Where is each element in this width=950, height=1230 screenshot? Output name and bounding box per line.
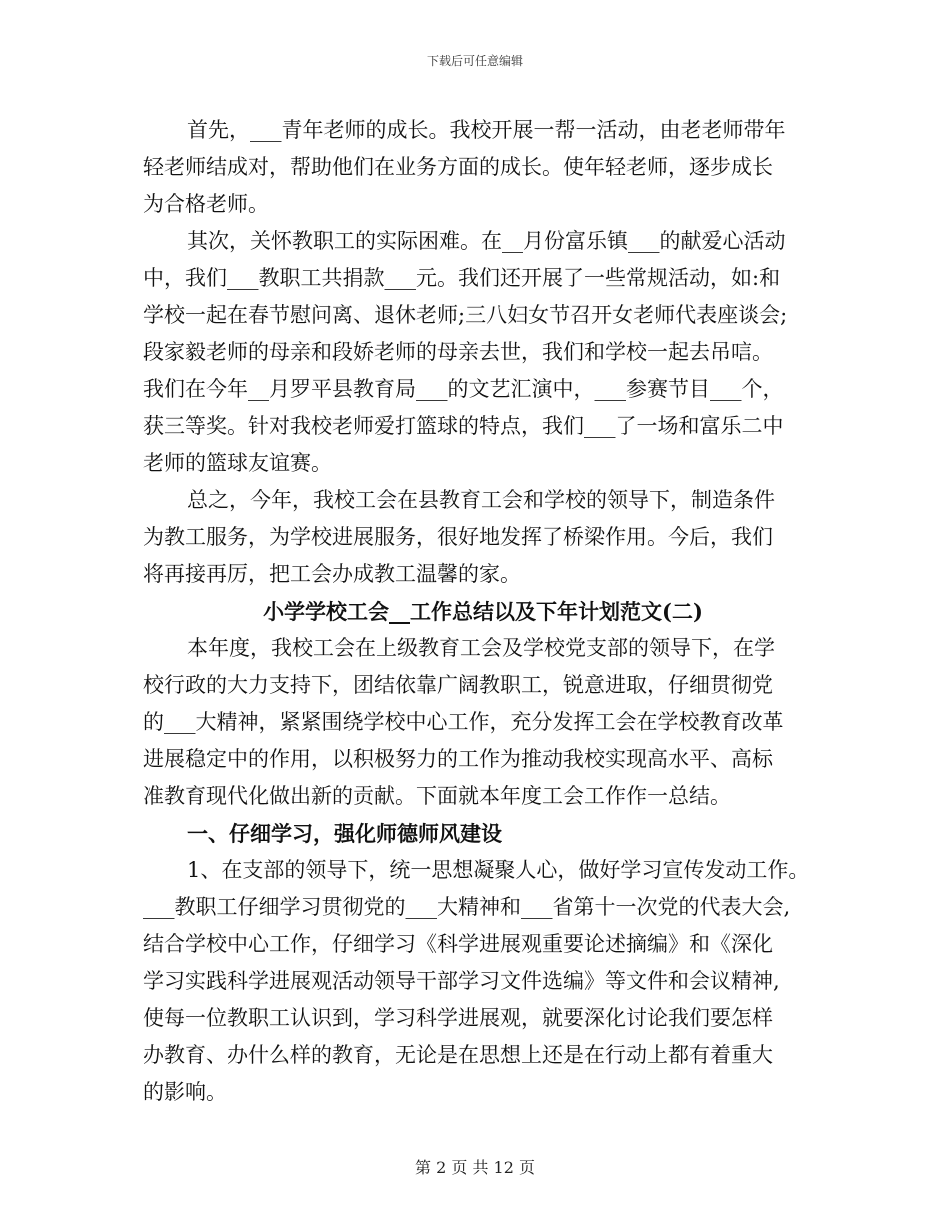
paragraph-line: 首先，___青年老师的成长。我校开展一帮一活动，由老老师带年 xyxy=(187,118,786,142)
paragraph-line: 校行政的大力支持下，团结依靠广阔教职工，锐意进取，仔细贯彻党 xyxy=(143,673,773,697)
document-body xyxy=(143,112,823,1111)
paragraph-line: 将再接再厉，把工会办成教工温馨的家。 xyxy=(143,562,521,586)
paragraph-line: 进展稳定中的作用，以积极努力的工作为推动我校实现高水平、高标 xyxy=(143,747,773,771)
paragraph-line: 我们在今年__月罗平县教育局___的文艺汇演中，___参赛节目___个， xyxy=(143,377,784,401)
document-title: 小学学校工会__工作总结以及下年计划范文(二) xyxy=(263,599,703,624)
section-heading: 一、仔细学习，强化师德师风建设 xyxy=(187,821,502,846)
paragraph-line: 老师的篮球友谊赛。 xyxy=(143,451,332,475)
page-header: 下载后可任意编辑 xyxy=(426,54,523,68)
paragraph-line: 办教育、办什么样的教育，无论是在思想上还是在行动上都有着重大 xyxy=(143,1043,773,1067)
paragraph-line: 结合学校中心工作，仔细学习《科学进展观重要论述摘编》和《深化 xyxy=(143,932,773,956)
paragraph-line: 的___大精神，紧紧围绕学校中心工作，充分发挥工会在学校教育改革 xyxy=(143,710,784,734)
paragraph-line: 本年度，我校工会在上级教育工会及学校党支部的领导下，在学 xyxy=(187,636,775,660)
paragraph-line: 使每一位教职工认识到，学习科学进展观，就要深化讨论我们要怎样 xyxy=(143,1006,773,1030)
paragraph-line: 学习实践科学进展观活动领导干部学习文件选编》等文件和会议精神, xyxy=(143,969,780,993)
paragraph-line: 段家毅老师的母亲和段娇老师的母亲去世，我们和学校一起去吊唁。 xyxy=(143,340,773,364)
paragraph-line: 为教工服务，为学校进展服务，很好地发挥了桥梁作用。今后，我们 xyxy=(143,525,773,549)
paragraph-line: 总之，今年，我校工会在县教育工会和学校的领导下，制造条件 xyxy=(187,488,775,512)
paragraph-line: 轻老师结成对，帮助他们在业务方面的成长。使年轻老师，逐步成长 xyxy=(143,155,773,179)
paragraph-line: 其次，关怀教职工的实际困难。在__月份富乐镇___的献爱心活动 xyxy=(187,229,786,253)
paragraph-line: 准教育现代化做出新的贡献。下面就本年度工会工作作一总结。 xyxy=(143,784,731,808)
paragraph-line: 的影响。 xyxy=(143,1080,227,1104)
paragraph-line: 为合格老师。 xyxy=(143,192,269,216)
paragraph-line: 学校一起在春节慰问离、退休老师;三八妇女节召开女老师代表座谈会; xyxy=(143,303,788,327)
paragraph-line: ___教职工仔细学习贯彻党的___大精神和___省第十一次党的代表大会, xyxy=(143,895,791,919)
paragraph-line: 1、在支部的领导下，统一思想凝聚人心，做好学习宣传发动工作。 xyxy=(187,858,810,882)
paragraph-line: 中，我们___教职工共捐款___元。我们还开展了一些常规活动，如:和 xyxy=(143,266,781,290)
page-number: 第 2 页 共 12 页 xyxy=(415,1158,535,1177)
paragraph-line: 获三等奖。针对我校老师爱打篮球的特点，我们___了一场和富乐二中 xyxy=(143,414,784,438)
